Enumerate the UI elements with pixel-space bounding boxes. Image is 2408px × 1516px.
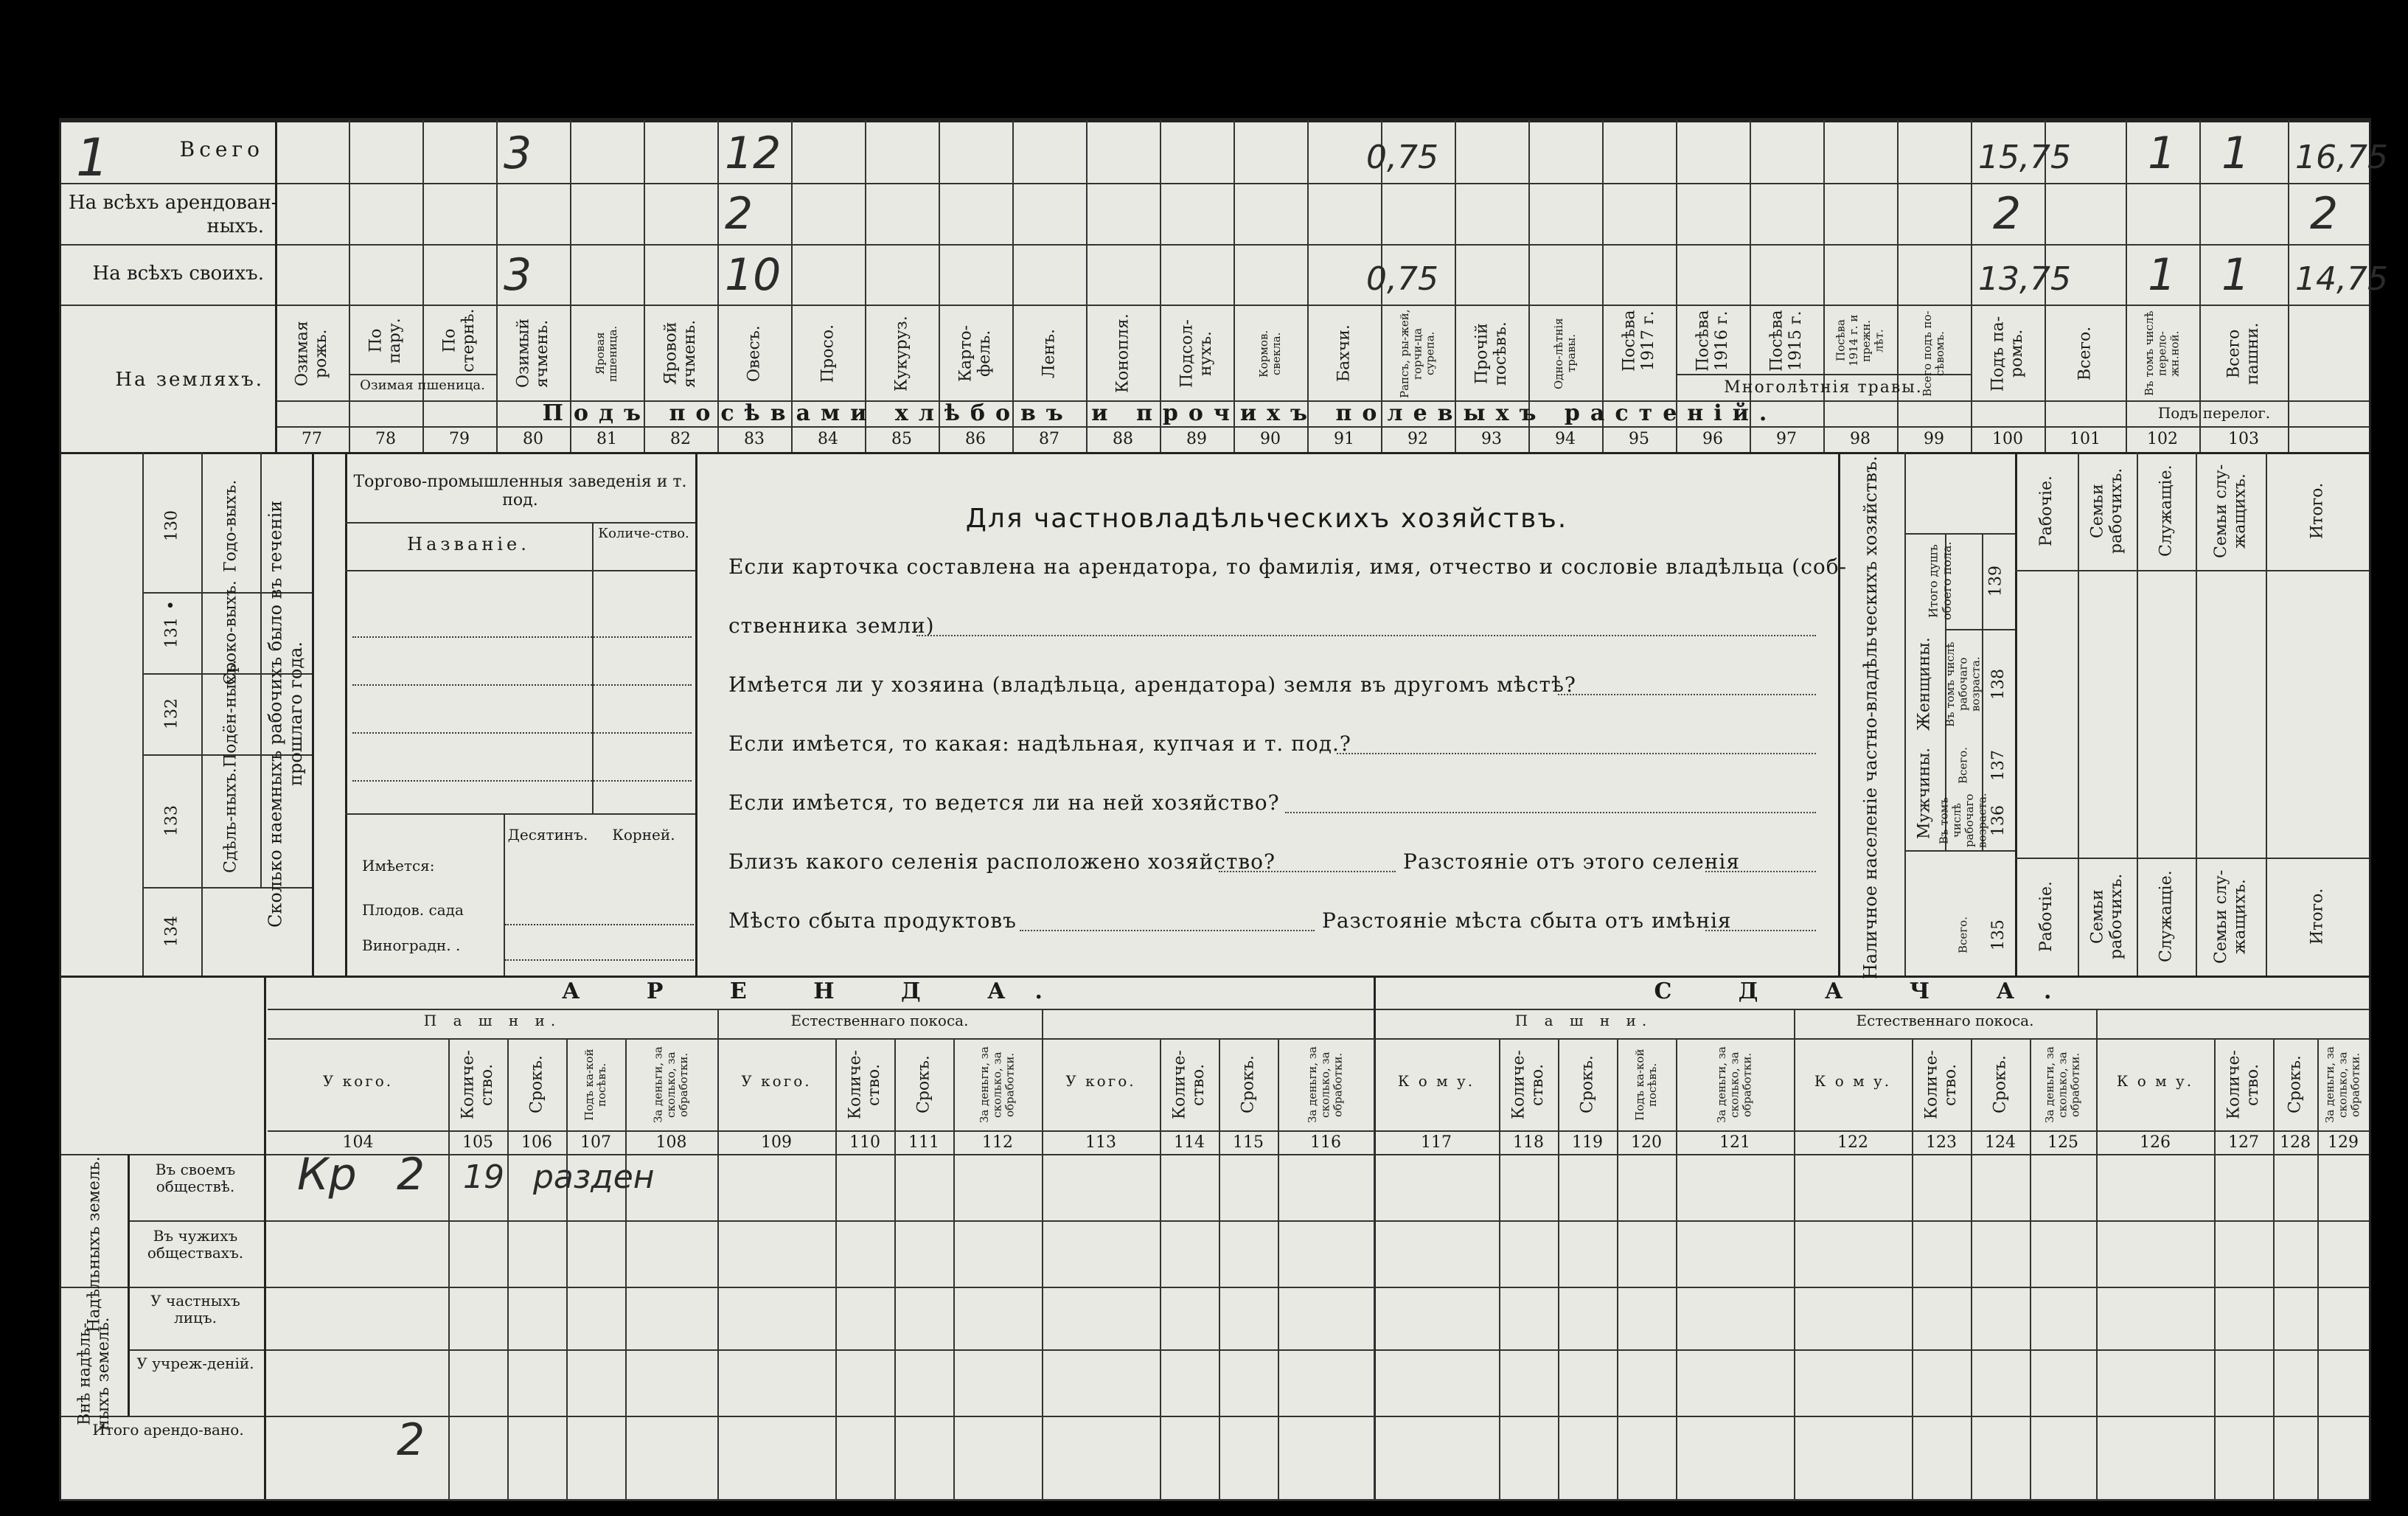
bottom-col-number-113: 113 bbox=[1085, 1133, 1116, 1152]
hand-arenda-srok: 19 bbox=[463, 1158, 504, 1196]
crop-header-3: Озимый ячмень. bbox=[514, 319, 551, 389]
col-number-83: 83 bbox=[744, 430, 765, 448]
bottom-col-number-112: 112 bbox=[982, 1133, 1013, 1152]
bottom-header-19: Количе-ство. bbox=[1922, 1050, 1960, 1119]
bottom-col-number-115: 115 bbox=[1233, 1133, 1264, 1152]
bottom-header-24: Срокъ. bbox=[2286, 1055, 2305, 1114]
vineyard-label: Виноградн. . bbox=[362, 936, 461, 954]
crop-header-20: Посѣва 1915 г. bbox=[1767, 310, 1805, 372]
sdacha-title: С Д А Ч А. bbox=[1654, 978, 2081, 1004]
hand-arenda-kogo: Кр bbox=[297, 1149, 357, 1200]
hand-vsego-pereleg: 1 bbox=[2148, 128, 2176, 179]
bottom-col-number-125: 125 bbox=[2047, 1133, 2078, 1152]
col-number-97: 97 bbox=[1776, 430, 1797, 448]
col-number-80: 80 bbox=[523, 430, 543, 448]
census-card-sheet bbox=[59, 118, 2388, 1501]
staff-col-bottom-2: Служащіе. bbox=[2157, 870, 2176, 963]
bottom-col-number-129: 129 bbox=[2328, 1133, 2359, 1152]
arenda-title: А Р Е Н Д А. bbox=[562, 978, 1072, 1004]
question-market-distance: Разстояніе мѣста сбыта отъ имѣнія bbox=[1322, 908, 1732, 933]
bottom-col-number-126: 126 bbox=[2140, 1133, 2171, 1152]
col-godovykh: Годо-выхъ. bbox=[221, 479, 240, 572]
crop-header-8: Кукуруз. bbox=[892, 316, 911, 392]
women-workers-header: Въ томъ числѣ рабочаго возраста. bbox=[1944, 641, 1983, 727]
hand-svoi-bakhchi: 0,75 bbox=[1366, 260, 1438, 298]
korney-header: Корней. bbox=[612, 826, 675, 844]
num-134: 134 bbox=[162, 916, 181, 947]
crop-header-9: Карто-фель. bbox=[956, 324, 994, 383]
hand-svoi-pereleg: 1 bbox=[2148, 249, 2176, 301]
col-number-81: 81 bbox=[596, 430, 617, 448]
group-crops-title: Подъ посѣвами хлѣбовъ и прочихъ полевыхъ растеній. bbox=[542, 400, 1778, 426]
population-label: Наличное населеніе частно-владѣльческихъ хозяйствъ. bbox=[1860, 456, 1882, 979]
orchard-label: Плодов. сада bbox=[362, 901, 464, 919]
desyatin-header: Десятинъ. bbox=[507, 826, 588, 844]
bottom-header-4: За деньги, за сколько, за обработки. bbox=[651, 1046, 691, 1123]
crop-header-19: Посѣва 1916 г. bbox=[1694, 310, 1731, 372]
col-number-98: 98 bbox=[1850, 430, 1871, 448]
col-number-94: 94 bbox=[1555, 430, 1576, 448]
col-sdelnykh: Сдѣль-ныхъ. bbox=[221, 768, 240, 874]
bottom-header-17: За деньги, за сколько, за обработки. bbox=[1715, 1046, 1754, 1123]
bottom-header-15: Срокъ. bbox=[1578, 1055, 1597, 1114]
staff-col-3: Семьи слу-жащихъ. bbox=[2212, 464, 2249, 558]
bottom-col-number-109: 109 bbox=[761, 1133, 792, 1152]
crop-header-6: Овесъ. bbox=[745, 325, 764, 382]
col-number-78: 78 bbox=[375, 430, 396, 448]
hand-arenda-posev: разден bbox=[533, 1158, 655, 1196]
question-village-distance: Разстояніе отъ этого селенія bbox=[1403, 849, 1740, 874]
row-itogo-arendovano: Итого арендо-вано. bbox=[92, 1421, 244, 1439]
crop-header-24: Всего. bbox=[2075, 326, 2095, 381]
crop-header-13: Кормов. свекла. bbox=[1256, 330, 1283, 378]
question-owner-1: Если карточка составлена на арендатора, то фамилія, имя, отчество и сословіе владѣльца (соб- bbox=[728, 554, 1848, 579]
staff-col-bottom-4: Итого. bbox=[2308, 888, 2327, 945]
bottom-col-number-105: 105 bbox=[462, 1133, 493, 1152]
crop-header-12: Подсол-нухъ. bbox=[1177, 319, 1215, 388]
men-workers-header: Въ томъ числѣ рабочаго возраста. bbox=[1937, 793, 1989, 849]
private-farms-title: Для частновладѣльческихъ хозяйствъ. bbox=[965, 504, 1568, 534]
bottom-header-0: У кого. bbox=[322, 1072, 394, 1090]
bottom-header-7: Срокъ. bbox=[914, 1055, 933, 1114]
col-number-95: 95 bbox=[1629, 430, 1649, 448]
question-owner-2: ственника земли) bbox=[728, 613, 935, 638]
women-total-header: Всего. bbox=[1956, 747, 1970, 784]
bottom-header-11: Срокъ. bbox=[1239, 1055, 1258, 1114]
hand-vsego-bakhchi: 0,75 bbox=[1366, 139, 1438, 176]
arenda-pokos: Естественнаго покоса. bbox=[790, 1012, 969, 1029]
crop-header-18: Посѣва 1917 г. bbox=[1620, 310, 1657, 372]
crop-header-26: Всего пашни. bbox=[2224, 322, 2262, 385]
bottom-header-8: За деньги, за сколько, за обработки. bbox=[978, 1046, 1017, 1123]
row-private-persons: У частныхъ лицъ. bbox=[150, 1292, 240, 1326]
crop-header-2: По стернѣ. bbox=[440, 308, 478, 373]
col-number-91: 91 bbox=[1334, 430, 1354, 448]
hand-vsego-total-sown: 15,75 bbox=[1978, 139, 2071, 176]
col-number-92: 92 bbox=[1407, 430, 1428, 448]
has-label: Имѣется: bbox=[362, 857, 435, 875]
bottom-header-10: Количе-ство. bbox=[1170, 1050, 1208, 1119]
bottom-col-number-120: 120 bbox=[1631, 1133, 1662, 1152]
staff-col-4: Итого. bbox=[2308, 482, 2327, 540]
col-number-88: 88 bbox=[1113, 430, 1133, 448]
bottom-header-13: К о м у. bbox=[1397, 1072, 1475, 1090]
hand-svoi-barley: 10 bbox=[725, 249, 782, 301]
bottom-header-21: За деньги, за сколько, за обработки. bbox=[2043, 1046, 2082, 1123]
num-131: 131 bbox=[162, 617, 181, 648]
bottom-col-number-117: 117 bbox=[1421, 1133, 1452, 1152]
staff-col-0: Рабочіе. bbox=[2036, 476, 2056, 547]
middle-dot: · bbox=[164, 584, 176, 627]
hand-arend-barley: 2 bbox=[725, 188, 754, 240]
hand-svoi-pashni: 14,75 bbox=[2295, 260, 2388, 298]
bottom-col-number-122: 122 bbox=[1837, 1133, 1868, 1152]
bottom-col-number-116: 116 bbox=[1310, 1133, 1341, 1152]
bottom-header-16: Подъ ка-кой посѣвъ. bbox=[1632, 1049, 1659, 1121]
num-132: 132 bbox=[162, 698, 181, 729]
row-label-svoi: На всѣхъ своихъ. bbox=[92, 262, 264, 285]
crop-header-23: Подъ па-ромъ. bbox=[1988, 316, 2026, 392]
bottom-header-6: Количе-ство. bbox=[846, 1050, 883, 1119]
col-number-87: 87 bbox=[1039, 430, 1059, 448]
bottom-header-12: За деньги, за сколько, за обработки. bbox=[1306, 1046, 1345, 1123]
men-total-header: Всего. bbox=[1956, 917, 1970, 953]
hand-svoi-perelozh: 1 bbox=[2221, 249, 2250, 301]
col-number-103: 103 bbox=[2228, 430, 2259, 448]
col-number-79: 79 bbox=[449, 430, 470, 448]
question-market: Мѣсто сбыта продуктовъ bbox=[728, 908, 1017, 933]
col-number-93: 93 bbox=[1481, 430, 1502, 448]
hand-arend-total-sown: 2 bbox=[1993, 188, 2022, 240]
bottom-header-20: Срокъ. bbox=[1991, 1055, 2010, 1114]
num-133: 133 bbox=[162, 805, 181, 836]
col-number-101: 101 bbox=[2070, 430, 2101, 448]
bottom-col-number-128: 128 bbox=[2280, 1133, 2311, 1152]
hand-vsego-perelozh: 1 bbox=[2221, 128, 2250, 179]
pop-total-header: Итого душъ обоего пола. bbox=[1926, 541, 1954, 621]
crop-header-7: Просо. bbox=[818, 324, 838, 383]
bottom-col-number-127: 127 bbox=[2228, 1133, 2259, 1152]
num-136: 136 bbox=[1988, 805, 2008, 836]
hand-vsego-barley: 12 bbox=[725, 128, 782, 179]
hand-arend-pashni: 2 bbox=[2310, 188, 2339, 240]
bottom-col-number-121: 121 bbox=[1719, 1133, 1750, 1152]
bottom-col-number-114: 114 bbox=[1174, 1133, 1205, 1152]
bottom-col-number-110: 110 bbox=[849, 1133, 880, 1152]
row-label-arend-2: ныхъ. bbox=[206, 215, 264, 237]
question-land-type: Если имѣется, то какая: надѣльная, купчая и т. под.? bbox=[728, 731, 1351, 756]
col-number-99: 99 bbox=[1924, 430, 1944, 448]
num-135: 135 bbox=[1988, 919, 2008, 950]
crop-header-25: Въ томъ числѣ перело-жн.ной. bbox=[2143, 310, 2182, 397]
group-pereleg: Подъ перелог. bbox=[2157, 404, 2271, 422]
col-number-100: 100 bbox=[1992, 430, 2023, 448]
hand-arenda-kolvo: 2 bbox=[397, 1149, 425, 1200]
col-podennykh: Подён-ныхъ. bbox=[221, 659, 240, 768]
crop-header-21: Посѣва 1914 г. и прежн. лѣт. bbox=[1834, 314, 1886, 367]
bottom-header-25: За деньги, за сколько, за обработки. bbox=[2323, 1046, 2362, 1123]
sdacha-pokos: Естественнаго покоса. bbox=[1856, 1012, 2034, 1029]
col-number-85: 85 bbox=[891, 430, 912, 448]
hand-vsego-rye: 3 bbox=[504, 128, 532, 179]
crop-header-10: Ленъ. bbox=[1040, 328, 1059, 379]
staff-col-2: Служащіе. bbox=[2157, 465, 2176, 557]
hand-row-mark: 1 bbox=[76, 128, 109, 188]
num-137: 137 bbox=[1988, 750, 2008, 781]
crop-header-14: Бахчи. bbox=[1335, 324, 1354, 383]
num-130: 130 bbox=[162, 510, 181, 541]
row-label-land: На земляхъ. bbox=[115, 369, 264, 391]
bottom-col-number-119: 119 bbox=[1572, 1133, 1603, 1152]
crop-header-15: Рапсъ, ры-жей, горчи-ца сурепа. bbox=[1398, 309, 1437, 398]
col-number-102: 102 bbox=[2147, 430, 2178, 448]
group-perennial-grass: Многолѣтнія травы. bbox=[1724, 378, 1923, 397]
bottom-header-9: У кого. bbox=[1065, 1072, 1136, 1090]
bottom-header-3: Подъ ка-кой посѣвъ. bbox=[582, 1049, 608, 1121]
hand-vsego-pashni: 16,75 bbox=[2295, 139, 2388, 176]
col-number-90: 90 bbox=[1260, 430, 1281, 448]
hired-workers-label: Сколько наемныхъ рабочихъ было въ теченіи прошлаго года. bbox=[265, 500, 306, 928]
bottom-col-number-107: 107 bbox=[580, 1133, 611, 1152]
crop-header-1: По пару. bbox=[366, 318, 404, 364]
col-number-89: 89 bbox=[1186, 430, 1207, 448]
bottom-col-number-104: 104 bbox=[342, 1133, 374, 1152]
row-other-societies: Въ чужихъ обществахъ. bbox=[147, 1227, 244, 1262]
num-138: 138 bbox=[1988, 669, 2008, 700]
crop-header-5: Яровой ячмень. bbox=[661, 319, 699, 388]
col-number-77: 77 bbox=[302, 430, 322, 448]
bottom-header-5: У кого. bbox=[741, 1072, 812, 1090]
trade-name-header: Названіе. bbox=[407, 534, 530, 554]
group-ozim-wheat: Озимая пшеница. bbox=[360, 378, 485, 393]
col-number-82: 82 bbox=[670, 430, 691, 448]
question-other-land: Имѣется ли у хозяина (владѣльца, арендатора) земля въ другомъ мѣстѣ? bbox=[728, 672, 1576, 697]
crop-header-4: Яровая пшеница. bbox=[593, 325, 619, 382]
num-139: 139 bbox=[1986, 566, 2005, 597]
staff-col-bottom-1: Семьи рабочихъ. bbox=[2088, 873, 2126, 960]
crop-header-22: Всего подъ по-сѣвомъ. bbox=[1920, 310, 1946, 397]
bottom-col-number-106: 106 bbox=[521, 1133, 552, 1152]
staff-col-1: Семьи рабочихъ. bbox=[2088, 467, 2126, 554]
vnenadel-label: Внѣ надѣль-ныхъ земель. bbox=[75, 1317, 113, 1430]
trade-title: Торгово-промышленныя заведенія и т. под. bbox=[353, 473, 687, 510]
question-village: Близъ какого селенія расположено хозяйство? bbox=[728, 849, 1276, 874]
nadel-label: Надѣльныхъ земель. bbox=[85, 1156, 104, 1333]
bottom-col-number-111: 111 bbox=[908, 1133, 939, 1152]
hand-itogo-kolvo: 2 bbox=[397, 1414, 425, 1466]
bottom-col-number-118: 118 bbox=[1513, 1133, 1544, 1152]
row-label-arend-1: На всѣхъ арендован- bbox=[69, 192, 278, 214]
bottom-header-23: Количе-ство. bbox=[2224, 1050, 2262, 1119]
trade-qty-header: Количе-ство. bbox=[598, 526, 689, 541]
bottom-col-number-123: 123 bbox=[1926, 1133, 1957, 1152]
sdacha-pashni: П а ш н и. bbox=[1514, 1012, 1653, 1029]
row-own-society: Въ своемъ обществѣ. bbox=[155, 1161, 236, 1195]
crop-header-0: Озимая рожь. bbox=[293, 321, 330, 386]
hand-svoi-rye: 3 bbox=[504, 249, 532, 301]
row-institutions: У учреж-деній. bbox=[136, 1355, 254, 1372]
men-label: Мужчины. bbox=[1915, 747, 1934, 839]
col-number-96: 96 bbox=[1702, 430, 1723, 448]
row-label-vsego: Всего bbox=[179, 137, 264, 161]
staff-col-bottom-0: Рабочіе. bbox=[2036, 881, 2056, 953]
bottom-header-22: К о м у. bbox=[2116, 1072, 2194, 1090]
col-srokovykh: Сроко-выхъ. bbox=[221, 580, 240, 685]
crop-header-16: Прочій посѣвъ. bbox=[1472, 321, 1510, 386]
bottom-header-18: К о м у. bbox=[1814, 1072, 1892, 1090]
women-label: Женщины. bbox=[1915, 637, 1934, 731]
bottom-col-number-108: 108 bbox=[655, 1133, 687, 1152]
bottom-header-1: Количе-ство. bbox=[459, 1050, 496, 1119]
crop-header-11: Конопля. bbox=[1113, 313, 1132, 394]
bottom-col-number-124: 124 bbox=[1985, 1133, 2016, 1152]
staff-col-bottom-3: Семьи слу-жащихъ. bbox=[2212, 869, 2249, 964]
hand-svoi-total-sown: 13,75 bbox=[1978, 260, 2071, 298]
bottom-header-2: Срокъ. bbox=[527, 1055, 546, 1114]
arenda-pashni: П а ш н и. bbox=[423, 1012, 562, 1029]
bottom-header-14: Количе-ство. bbox=[1509, 1050, 1547, 1119]
crop-header-17: Одно-лѣтнія травы. bbox=[1551, 318, 1578, 389]
question-farming: Если имѣется, то ведется ли на ней хозяйство? bbox=[728, 790, 1280, 815]
col-number-86: 86 bbox=[965, 430, 986, 448]
col-number-84: 84 bbox=[818, 430, 838, 448]
